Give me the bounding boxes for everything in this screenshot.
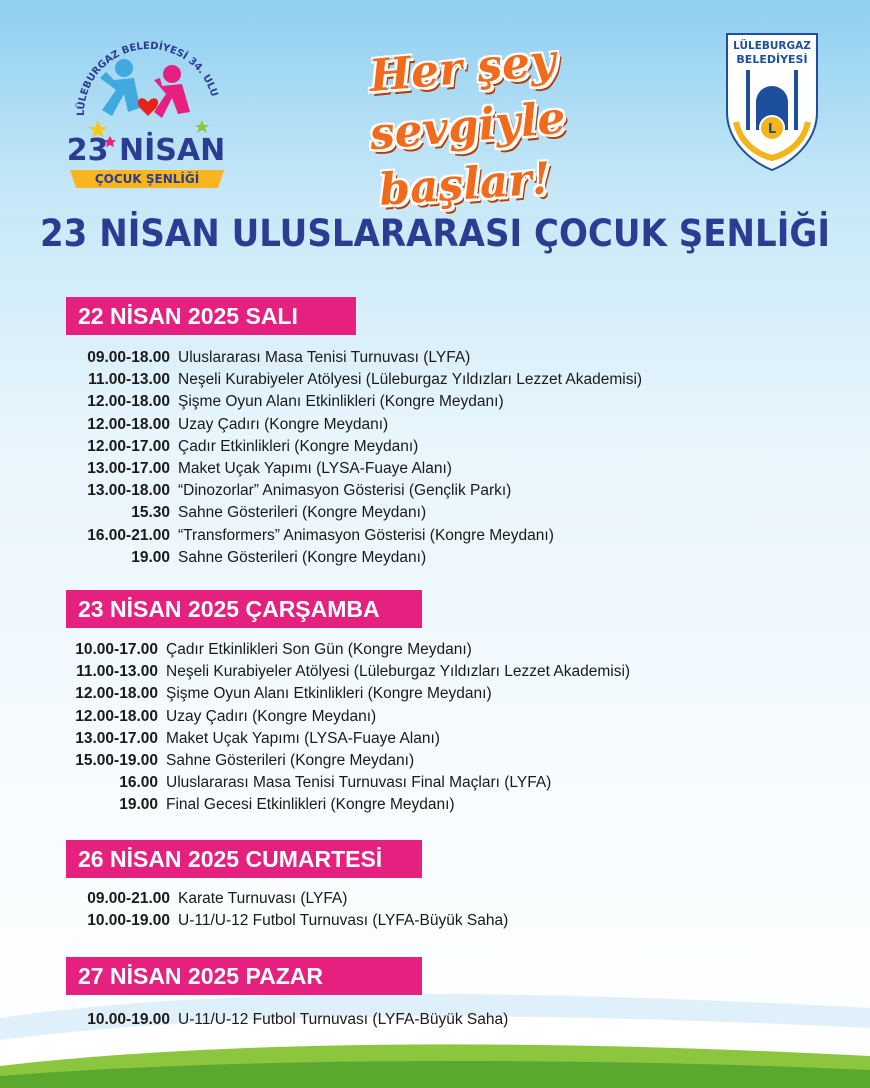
day-2-schedule: [66, 639, 630, 817]
day-4-schedule: [66, 1009, 508, 1031]
festival-logo-arc-text: LÜLEBURGAZ BELEDİYESİ 34. ULU: [75, 40, 220, 117]
schedule-row: [66, 772, 630, 794]
festival-logo-big-text: 23 NİSAN: [66, 133, 226, 168]
schedule-row: [66, 369, 642, 391]
event-time: 16.00: [119, 774, 158, 792]
event-time: 12.00-18.00: [75, 685, 158, 703]
day-header-2: 23 NİSAN 2025 ÇARŞAMBA: [66, 590, 422, 628]
schedule-row: [66, 458, 642, 480]
event-time: 10.00-19.00: [87, 1011, 170, 1028]
day-header-4: 27 NİSAN 2025 PAZAR: [66, 957, 422, 995]
event-time: 10.00-19.00: [87, 912, 170, 930]
event-name: Uluslararası Masa Tenisi Turnuvası Final Maçları (LYFA): [166, 774, 552, 792]
festival-logo: [62, 28, 232, 188]
schedule-row: [66, 639, 630, 661]
event-name: Neşeli Kurabiyeler Atölyesi (Lüleburgaz Yıldızları Lezzet Akademisi): [166, 663, 631, 681]
event-name: Uluslararası Masa Tenisi Turnuvası (LYFA): [178, 349, 471, 366]
event-time: 15.30: [131, 504, 170, 522]
slogan: [300, 35, 630, 216]
event-name: Çadır Etkinlikleri Son Gün (Kongre Meydanı): [166, 641, 472, 658]
event-time: 12.00-17.00: [87, 437, 170, 455]
event-time: 12.00-18.00: [87, 393, 170, 411]
event-time: 09.00-21.00: [87, 890, 170, 907]
municipality-logo: [722, 32, 822, 172]
schedule-row: [66, 391, 642, 413]
day-3-schedule: [66, 888, 508, 932]
event-name: Şişme Oyun Alanı Etkinlikleri (Kongre Meydanı): [178, 393, 504, 411]
schedule-row: [66, 525, 642, 547]
schedule-row: [66, 480, 642, 502]
event-name: Maket Uçak Yapımı (LYSA-Fuaye Alanı): [166, 729, 440, 747]
event-name: Final Gecesi Etkinlikleri (Kongre Meydanı): [166, 796, 455, 814]
event-name: Sahne Gösterileri (Kongre Meydanı): [166, 751, 415, 769]
schedule-row: [66, 661, 630, 683]
schedule-row: [66, 728, 630, 750]
municipality-logo-line-2: BELEDİYESİ: [736, 53, 808, 66]
event-name: “Transformers” Animasyon Gösterisi (Kongre Meydanı): [178, 526, 554, 544]
schedule-row: [66, 1009, 508, 1031]
event-name: Maket Uçak Yapımı (LYSA-Fuaye Alanı): [178, 459, 452, 477]
event-time: 10.00-17.00: [75, 641, 158, 658]
event-time: 13.00-17.00: [87, 459, 170, 477]
event-time: 13.00-18.00: [87, 482, 170, 500]
event-name: “Dinozorlar” Animasyon Gösterisi (Gençlik Parkı): [178, 482, 512, 500]
schedule-row: [66, 706, 630, 728]
event-time: 11.00-13.00: [88, 371, 170, 389]
festival-logo-ribbon-text: ÇOCUK ŞENLİĞİ: [94, 172, 200, 186]
event-name: Sahne Gösterileri (Kongre Meydanı): [178, 504, 427, 522]
event-name: Çadır Etkinlikleri (Kongre Meydanı): [178, 437, 419, 455]
event-time: 12.00-18.00: [75, 707, 158, 725]
day-header-1: 22 NİSAN 2025 SALI: [66, 297, 356, 335]
event-time: 11.00-13.00: [76, 663, 158, 681]
slogan-line-2: başlar!: [377, 153, 553, 216]
schedule-row: [66, 347, 642, 369]
event-name: Sahne Gösterileri (Kongre Meydanı): [178, 548, 427, 566]
event-time: 12.00-18.00: [87, 415, 170, 433]
municipality-logo-line-1: LÜLEBURGAZ: [733, 40, 811, 52]
event-time: 15.00-19.00: [75, 751, 158, 769]
day-1-schedule: [66, 347, 642, 569]
municipality-logo-emblem: L: [767, 122, 777, 137]
event-time: 19.00: [131, 548, 170, 566]
event-time: 13.00-17.00: [75, 729, 158, 747]
event-name: Şişme Oyun Alanı Etkinlikleri (Kongre Meydanı): [166, 685, 492, 703]
event-name: U-11/U-12 Futbol Turnuvası (LYFA-Büyük Saha): [178, 1011, 509, 1028]
event-name: Karate Turnuvası (LYFA): [178, 890, 348, 907]
schedule-row: [66, 547, 642, 569]
event-time: 16.00-21.00: [87, 526, 170, 544]
schedule-row: [66, 414, 642, 436]
schedule-row: [66, 502, 642, 524]
schedule-row: [66, 436, 642, 458]
event-time: 09.00-18.00: [87, 349, 170, 366]
event-name: Uzay Çadırı (Kongre Meydanı): [166, 707, 377, 725]
schedule-row: [66, 910, 508, 932]
schedule-row: [66, 750, 630, 772]
schedule-row: [66, 683, 630, 705]
event-time: 19.00: [119, 796, 158, 814]
page-title: 23 NİSAN ULUSLARARASI ÇOCUK ŞENLİĞİ: [39, 212, 831, 255]
schedule-row: [66, 794, 630, 816]
slogan-line-1: Her şey sevgiyle: [367, 35, 568, 161]
event-name: Uzay Çadırı (Kongre Meydanı): [178, 415, 389, 433]
day-header-3: 26 NİSAN 2025 CUMARTESİ: [66, 840, 422, 878]
event-name: Neşeli Kurabiyeler Atölyesi (Lüleburgaz Yıldızları Lezzet Akademisi): [178, 371, 643, 389]
schedule-row: [66, 888, 508, 910]
event-name: U-11/U-12 Futbol Turnuvası (LYFA-Büyük Saha): [178, 912, 509, 930]
